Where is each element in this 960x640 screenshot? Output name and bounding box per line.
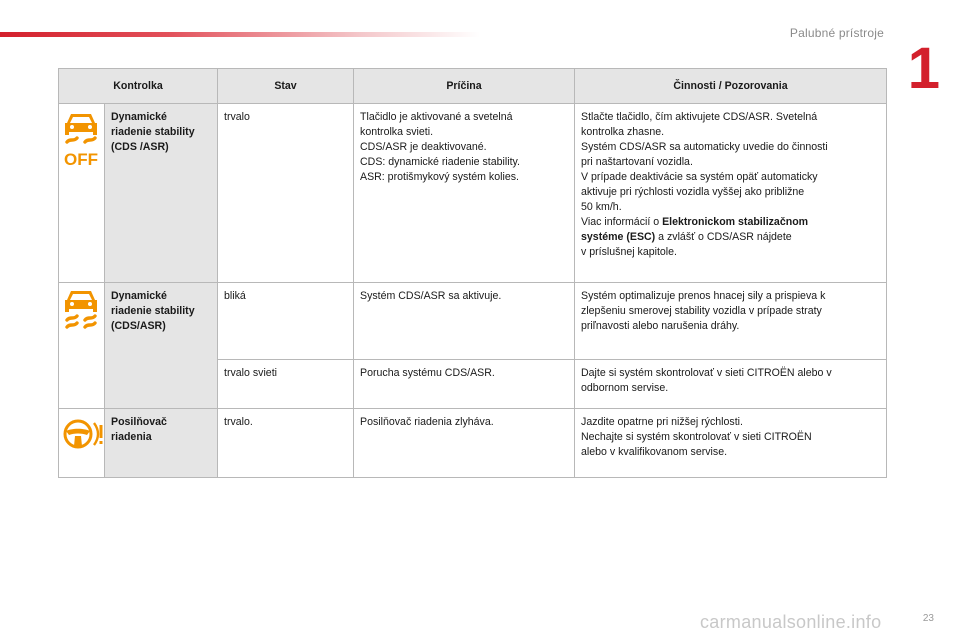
column-header-kontrolka: Kontrolka — [59, 69, 218, 104]
cause-cell: Posilňovač riadenia zlyháva. — [354, 409, 575, 478]
cause-cell: Porucha systému CDS/ASR. — [354, 360, 575, 409]
chapter-number: 1 — [907, 36, 940, 101]
action-cell: Dajte si systém skontrolovať v sieti CITROËN alebo v odbornom servise. — [575, 360, 887, 409]
cause-cell: Tlačidlo je aktivované a svetelná kontrolka svieti. CDS/ASR je deaktivované. CDS: dynamické riadenie stability. ASR: protišmykový systém kolies. — [354, 104, 575, 283]
indicator-name-cell: Dynamické riadenie stability (CDS /ASR) — [105, 104, 218, 283]
indicator-name-cell: Dynamické riadenie stability (CDS/ASR) — [105, 283, 218, 409]
table-header-row — [59, 69, 887, 104]
esc-reference: Viac informácií o Elektronickom stabilizačnom — [581, 216, 809, 228]
action-cell: Jazdite opatrne pri nižšej rýchlosti. Nechajte si systém skontrolovať v sieti CITROËN alebo v kvalifikovanom servise. — [575, 409, 887, 478]
action-cell: Stlačte tlačidlo, čím aktivujete CDS/ASR. Svetelná kontrolka zhasne. Systém CDS/ASR sa automaticky uvedie do činnosti pri naštartovaní vozidla. V prípade deaktivácie sa systém opäť automaticky aktivuje pri rýchlosti vozidla vyššej ako približne 50 km/h. Viac informácií o Elektronickom stabilizačnom systéme (ESC) a zvlášť o CDS/ASR nájdete v príslušnej kapitole. — [575, 104, 887, 283]
esc-reference-link: Elektronickom stabilizačnom — [662, 216, 809, 228]
state-cell: trvalo — [218, 104, 354, 283]
car-skid-off-icon — [61, 110, 101, 168]
action-cell: Systém optimalizuje prenos hnacej sily a prispieva k zlepšeniu smerovej stability vozidla v prípade straty priľnavosti alebo narušenia dráhy. — [575, 283, 887, 360]
icon-cell — [59, 409, 105, 478]
table-row — [59, 104, 887, 283]
state-cell: trvalo svieti — [218, 360, 354, 409]
icon-cell — [59, 104, 105, 283]
chapter-title: Palubné prístroje — [789, 26, 884, 40]
steering-warning-icon — [61, 415, 101, 455]
watermark: carmanualsonline.info — [700, 612, 882, 632]
state-cell: trvalo. — [218, 409, 354, 478]
table-row — [59, 409, 887, 478]
cause-cell: Systém CDS/ASR sa aktivuje. — [354, 283, 575, 360]
page-number: 23 — [922, 613, 934, 624]
column-header-cinnosti: Činnosti / Pozorovania — [575, 69, 887, 104]
state-cell: bliká — [218, 283, 354, 360]
column-header-stav: Stav — [218, 69, 354, 104]
car-skid-icon — [61, 289, 101, 329]
warning-lights-table — [58, 68, 887, 478]
top-accent-bar — [0, 32, 480, 37]
indicator-name-cell: Posilňovač riadenia — [105, 409, 218, 478]
icon-off-label: OFF — [64, 150, 98, 168]
icon-cell — [59, 283, 105, 409]
column-header-pricina: Príčina — [354, 69, 575, 104]
table-row — [59, 283, 887, 360]
